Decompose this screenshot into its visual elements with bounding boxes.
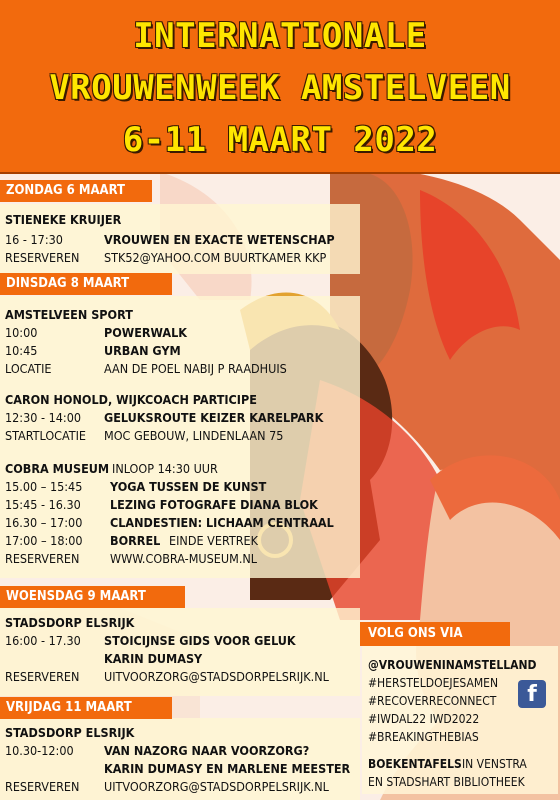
- urbangym-time: 10:45: [5, 343, 38, 358]
- day-header-zondag: ZONDAG 6 MAART: [0, 180, 152, 202]
- cobra-clandestien-title: CLANDESTIEN: LICHAAM CENTRAAL: [110, 515, 334, 530]
- zondag-organizer: STIENEKE KRUIJER: [5, 212, 122, 227]
- day-header-vrijdag: VRIJDAG 11 MAART: [0, 697, 172, 719]
- woensdag-time: 16:00 - 17.30: [5, 633, 81, 648]
- booktables-rest: IN VENSTRA: [462, 757, 527, 771]
- vrijdag-title-line2: KARIN DUMASY EN MARLENE MEESTER: [104, 761, 351, 776]
- vrijdag-title-line1: VAN NAZORG NAAR VOORZORG?: [104, 743, 310, 758]
- follow-tag-herstel[interactable]: #HERSTELDOEJESAMEN: [368, 676, 499, 690]
- booktables-bold: BOEKENTAFELS: [368, 757, 462, 771]
- day-header-woensdag: WOENSDAG 9 MAART: [0, 586, 185, 608]
- cobra-note: INLOOP 14:30 UUR: [112, 461, 218, 476]
- cobra-lezing-time: 15:45 - 16.30: [5, 497, 81, 512]
- caron-start-label: STARTLOCATIE: [5, 428, 87, 443]
- follow-tag-iwd[interactable]: #IWDAL22 IWD2022: [368, 712, 480, 726]
- vrijdag-reserve-label: RESERVEREN: [5, 779, 80, 794]
- cobra-borrel-title: BORREL: [110, 533, 161, 548]
- powerwalk-title: POWERWALK: [104, 325, 187, 340]
- dinsdag-sport-organizer: AMSTELVEEN SPORT: [5, 307, 133, 322]
- woensdag-organizer: STADSDORP ELSRIJK: [5, 615, 135, 630]
- cobra-borrel-time: 17:00 – 18:00: [5, 533, 83, 548]
- urbangym-title: URBAN GYM: [104, 343, 181, 358]
- title-banner: [0, 0, 560, 174]
- follow-tag-recover[interactable]: #RECOVERRECONNECT: [368, 694, 497, 708]
- day-header-dinsdag: DINSDAG 8 MAART: [0, 273, 172, 295]
- caron-title: GELUKSROUTE KEIZER KARELPARK: [104, 410, 324, 425]
- woensdag-title-line1: STOICIJNSE GIDS VOOR GELUK: [104, 633, 296, 648]
- zondag-reserve-value[interactable]: STK52@YAHOO.COM BUURTKAMER KKP: [104, 250, 327, 265]
- banner-title-line2: VROUWENWEEK AMSTELVEEN: [49, 68, 511, 108]
- banner-title-line3: 6-11 MAART 2022: [122, 120, 438, 160]
- cobra-lezing-title: LEZING FOTOGRAFE DIANA BLOK: [110, 497, 318, 512]
- zondag-reserve-label: RESERVEREN: [5, 250, 80, 265]
- woensdag-reserve-value[interactable]: UITVOORZORG@STADSDORPELSRIJK.NL: [104, 669, 329, 684]
- sport-location-label: LOCATIE: [5, 361, 52, 376]
- cobra-clandestien-time: 16.30 – 17:00: [5, 515, 83, 530]
- follow-handle[interactable]: @VROUWENINAMSTELLAND: [368, 658, 537, 672]
- follow-tag-breakthebias[interactable]: #BREAKINGTHEBIAS: [368, 730, 479, 744]
- zondag-title: VROUWEN EN EXACTE WETENSCHAP: [104, 232, 335, 247]
- facebook-icon[interactable]: f: [518, 680, 546, 708]
- vrijdag-reserve-value[interactable]: UITVOORZORG@STADSDORPELSRIJK.NL: [104, 779, 329, 794]
- cobra-yoga-time: 15.00 – 15:45: [5, 479, 83, 494]
- woensdag-reserve-label: RESERVEREN: [5, 669, 80, 684]
- caron-start-value: MOC GEBOUW, LINDENLAAN 75: [104, 428, 284, 443]
- caron-time: 12:30 - 14:00: [5, 410, 82, 425]
- zondag-time: 16 - 17:30: [5, 232, 63, 247]
- cobra-organizer: COBRA MUSEUM: [5, 461, 110, 476]
- vrijdag-time: 10.30-12:00: [5, 743, 74, 758]
- cobra-reserve-label: RESERVEREN: [5, 551, 80, 566]
- follow-header: VOLG ONS VIA: [360, 622, 510, 646]
- vrijdag-organizer: STADSDORP ELSRIJK: [5, 725, 135, 740]
- caron-organizer: CARON HONOLD, WIJKCOACH PARTICIPE: [5, 392, 257, 407]
- woensdag-title-line2: KARIN DUMASY: [104, 651, 203, 666]
- powerwalk-time: 10:00: [5, 325, 38, 340]
- banner-title-line1: INTERNATIONALE: [133, 16, 427, 56]
- sport-location-value: AAN DE POEL NABIJ P RAADHUIS: [104, 361, 287, 376]
- cobra-reserve-value[interactable]: WWW.COBRA-MUSEUM.NL: [110, 551, 258, 566]
- booktables-line2: EN STADSHART BIBLIOTHEEK: [368, 775, 525, 789]
- cobra-yoga-title: YOGA TUSSEN DE KUNST: [110, 479, 267, 494]
- cobra-borrel-note: EINDE VERTREK: [169, 533, 259, 548]
